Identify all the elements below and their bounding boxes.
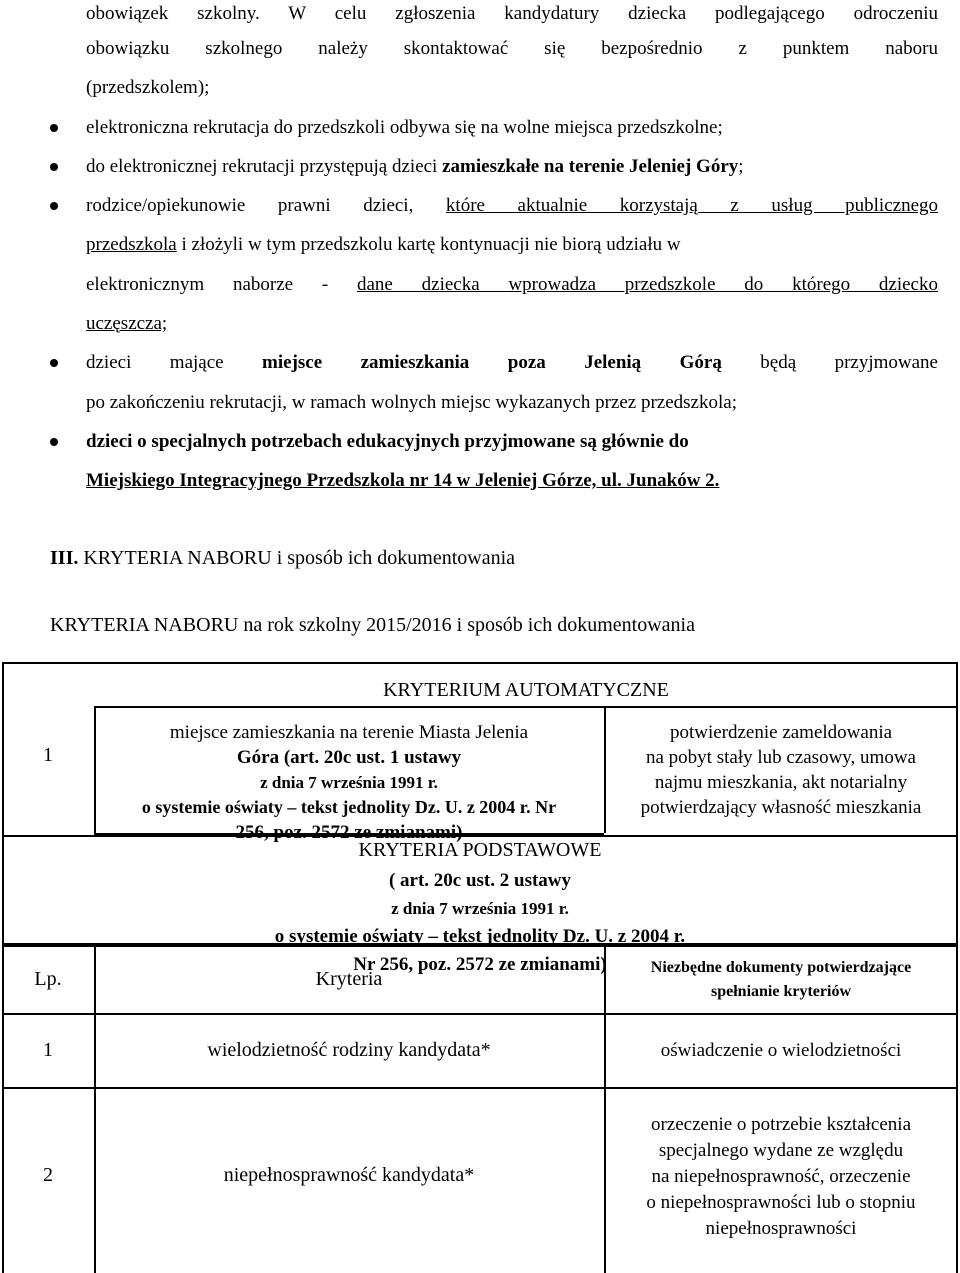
- bullet-dot: [50, 163, 58, 171]
- text: rodzice/opiekunowie prawni dzieci,: [86, 195, 446, 216]
- header-line: Niezbędne dokumenty potwierdzające: [650, 959, 912, 976]
- underlined-text: przedszkola: [86, 234, 177, 255]
- table-row-number: 1: [43, 1039, 53, 1061]
- criterion-line: o systemie oświaty – tekst jednolity Dz. U. z 2004 r. Nr: [141, 797, 557, 817]
- section-title: KRYTERIA NABORU i sposób ich dokumentowania: [78, 547, 516, 569]
- text: elektronicznym naborze -: [86, 274, 357, 295]
- auto-criterion-header: KRYTERIUM AUTOMATYCZNE: [383, 679, 669, 701]
- criterion-line: [96, 745, 602, 795]
- text: dzieci mające: [86, 352, 263, 373]
- legal-date: z dnia 7 września 1991 r.: [391, 899, 569, 918]
- emphasis-text: zamieszkałe na terenie Jeleniej Góry: [442, 156, 739, 177]
- section-number: III.: [50, 547, 79, 569]
- criterion-line: miejsce zamieszkania na terenie Miasta Jelenia: [169, 722, 529, 743]
- table-row-document: [606, 1112, 956, 1242]
- column-header-documents: [606, 956, 956, 1004]
- section-heading: [50, 547, 515, 570]
- document-line: orzeczenie o potrzebie kształcenia: [650, 1114, 912, 1135]
- text: i złożyli w tym przedszkolu kartę kontynuacji nie biorą udziału w: [176, 234, 681, 255]
- legal-line: [2, 867, 958, 951]
- bullet-dot: [50, 359, 58, 367]
- auto-row-number: 1: [43, 744, 53, 766]
- column-header-lp: Lp.: [34, 968, 62, 990]
- legal-text: o systemie oświaty – tekst jednolity Dz. U. z 2004 r.: [274, 926, 686, 947]
- emphasis-text: miejsce zamieszkania poza Jelenią Górą: [262, 352, 722, 373]
- table-divider: [94, 706, 958, 708]
- legal-line: Nr 256, poz. 2572 ze zmianami): [353, 954, 607, 975]
- column-header-criteria: Kryteria: [315, 968, 383, 990]
- basic-criteria-header: KRYTERIA PODSTAWOWE: [358, 839, 602, 861]
- bullet-item-special-needs: dzieci o specjalnych potrzebach edukacyjnych przyjmowane są głównie do: [86, 431, 689, 452]
- bullet-dot: [50, 124, 58, 132]
- criterion-date: z dnia 7 września 1991 r.: [260, 773, 438, 792]
- bullet-item-outside-city: [86, 351, 938, 375]
- paragraph-line: po zakończeniu rekrutacji, w ramach wolnych miejsc wykazanych przez przedszkola;: [86, 392, 737, 413]
- criterion-line: 256, poz. 2572 ze zmianami): [235, 822, 463, 843]
- paragraph-line: [86, 273, 938, 297]
- text: będą przyjmowane: [721, 352, 938, 373]
- table-divider: [94, 945, 96, 1273]
- table-row-criterion: niepełnosprawność kandydata*: [223, 1164, 475, 1186]
- document-line: potwierdzenie zameldowania: [669, 722, 893, 743]
- table-row-document: oświadczenie o wielodzietności: [660, 1040, 902, 1061]
- bullet-item-continuing: [86, 194, 938, 218]
- document-line: specjalnego wydane ze względu: [658, 1140, 904, 1161]
- legal-text: ( art. 20c ust. 2 ustawy: [388, 870, 572, 891]
- paragraph-line: [86, 233, 938, 257]
- document-line: potwierdzający własność mieszkania: [640, 797, 922, 818]
- document-line: na niepełnosprawność, orzeczenie: [651, 1166, 911, 1187]
- paragraph-line: obowiązku szkolnego należy skontaktować się bezpośrednio z punktem naboru: [86, 38, 938, 59]
- underlined-text: uczęszcza;: [86, 313, 168, 334]
- underlined-text: które aktualnie korzystają z usług publicznego: [445, 195, 938, 216]
- document-line: na pobyt stały lub czasowy, umowa: [646, 747, 916, 768]
- bullet-dot: [50, 202, 58, 210]
- section-subheading: KRYTERIA NABORU na rok szkolny 2015/2016 i sposób ich dokumentowania: [50, 614, 695, 636]
- text: ;: [738, 156, 744, 177]
- bullet-item-online-recruitment: elektroniczna rekrutacja do przedszkoli odbywa się na wolne miejsca przedszkolne;: [86, 117, 723, 138]
- document-line: najmu mieszkania, akt notarialny: [654, 772, 908, 793]
- auto-documents-text: [606, 720, 956, 820]
- table-divider: [2, 1087, 958, 1089]
- table-row-number: 2: [43, 1164, 53, 1186]
- paragraph-line: obowiązek szkolny. W celu zgłoszenia kandydatury dziecka podlegającego odroczeniu: [86, 3, 938, 24]
- header-line: spełnianie kryteriów: [711, 983, 851, 1000]
- table-row-criterion: wielodzietność rodziny kandydata*: [207, 1039, 491, 1061]
- criterion-text: Góra (art. 20c ust. 1 ustawy: [236, 747, 462, 768]
- bullet-dot: [50, 438, 58, 446]
- auto-criterion-text: [96, 720, 602, 845]
- paragraph-line: [86, 312, 938, 336]
- document-line: niepełnosprawności: [705, 1218, 857, 1239]
- table-divider: [2, 1013, 958, 1015]
- bullet-item-residence: [86, 155, 938, 179]
- document-line: o niepełnosprawności lub o stopniu: [646, 1192, 916, 1213]
- paragraph-line: (przedszkolem);: [86, 77, 210, 98]
- underlined-text: dane dziecka wprowadza przedszkole do którego dziecko: [356, 274, 938, 295]
- paragraph-line: Miejskiego Integracyjnego Przedszkola nr 14 w Jeleniej Górze, ul. Junaków 2.: [86, 470, 720, 491]
- text: do elektronicznej rekrutacji przystępują dzieci: [86, 156, 443, 177]
